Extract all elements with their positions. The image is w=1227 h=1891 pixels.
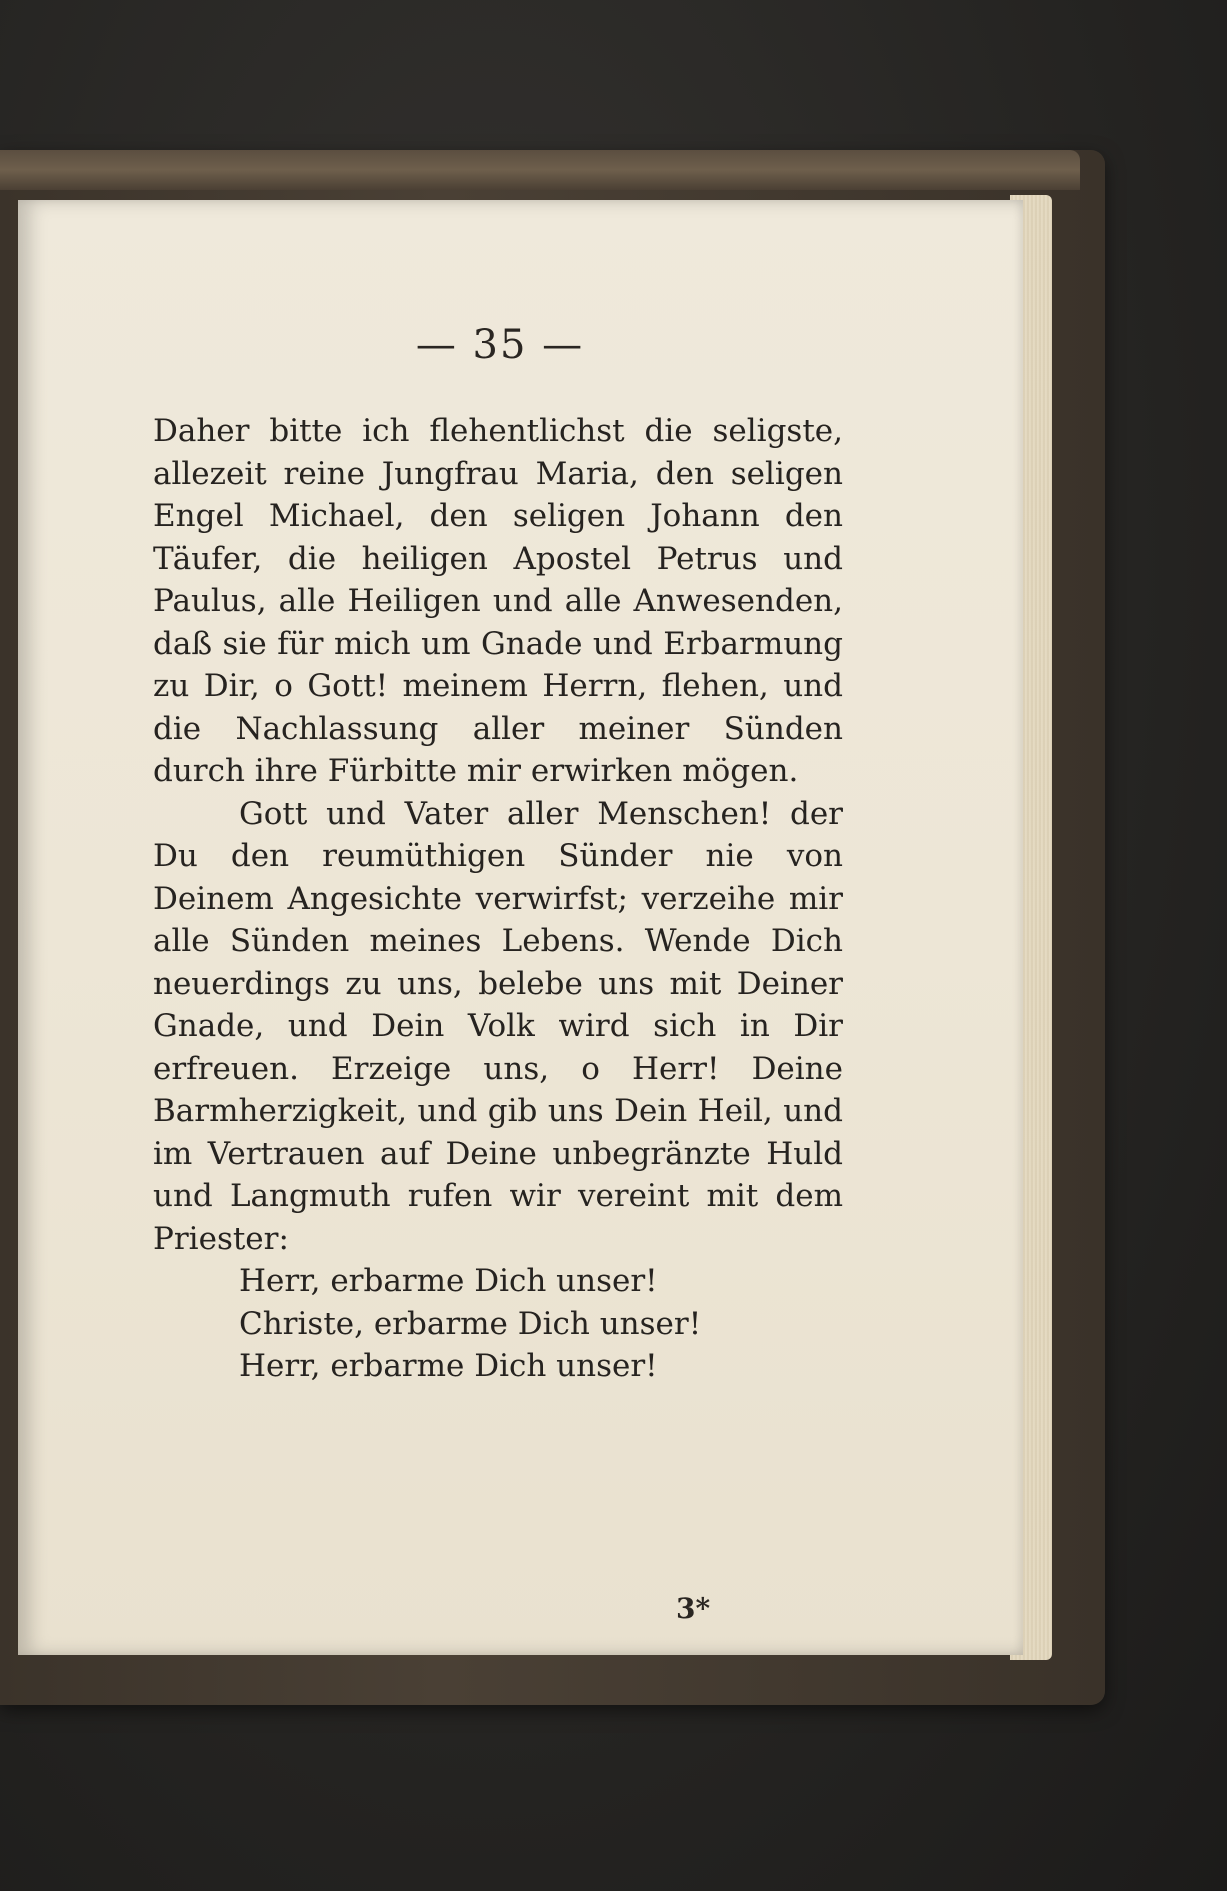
paragraph-prayer: Gott und Vater aller Menschen! der Du den reumüthigen Sünder nie von Deinem Angesichte verwirfst; verzeihe mir alle Sünden meines Lebens. Wende Dich neuerdings zu uns, belebe uns mit Deiner Gnade, und Dein Volk wird sich in Dir erfreuen. Erzeige uns, o Herr! Deine Barmherzigkeit, und gib uns Dein Heil, und im Vertrauen auf Deine unbegränzte Huld und Langmuth rufen wir vereint mit dem Priester: xyxy=(153,795,843,1257)
page-number: — 35 — xyxy=(415,322,585,368)
page-text xyxy=(153,410,843,1388)
verse-line-3: Herr, erbarme Dich unser! xyxy=(239,1348,658,1384)
paragraph-intercession: Daher bitte ich flehentlichst die seligste, allezeit reine Jungfrau Maria, den seligen Engel Michael, den seligen Johann den Täufer, die heiligen Apostel Petrus und Paulus, alle Heiligen und alle Anwesenden, daß sie für mich um Gnade und Erbarmung zu Dir, o Gott! meinem Herrn, flehen, und die Nachlassung aller meiner Sünden durch ihre Fürbitte mir erwirken mögen. xyxy=(153,413,843,789)
verse-line-1: Herr, erbarme Dich unser! xyxy=(239,1263,658,1299)
book-top-edge xyxy=(0,150,1080,190)
verse-line-2: Christe, erbarme Dich unser! xyxy=(239,1305,702,1342)
printer-signature-mark: 3* xyxy=(676,1592,711,1625)
